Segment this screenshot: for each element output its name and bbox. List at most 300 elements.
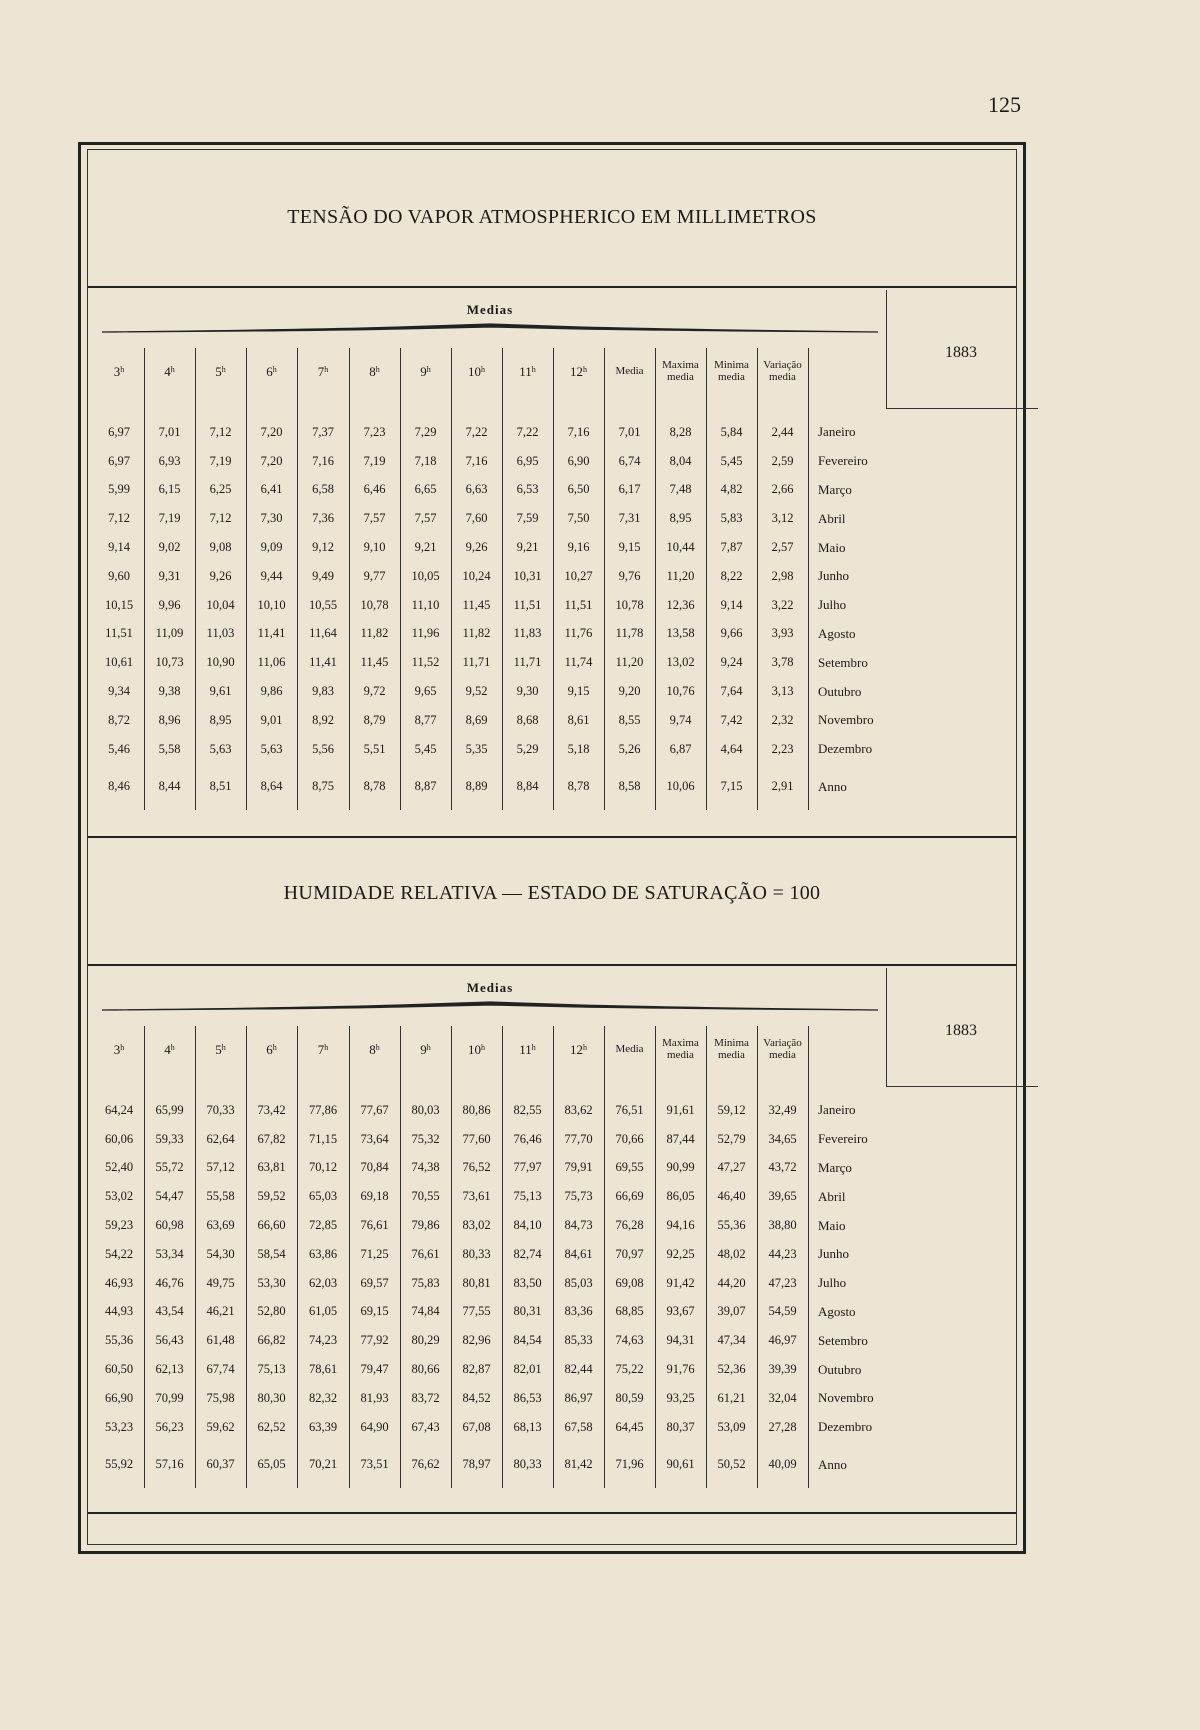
column-divider [604, 348, 605, 810]
value-cell: 62,13 [155, 1362, 184, 1377]
value-cell: 80,30 [257, 1390, 286, 1405]
value-cell: 9,21 [516, 540, 539, 555]
value-cell: 70,12 [308, 1160, 338, 1175]
month-label: Abril [818, 510, 846, 526]
relative-humidity-section [94, 968, 1010, 1472]
column-divider [297, 1026, 298, 1488]
value-cell: 53,23 [104, 1419, 134, 1434]
value-cell: 75,22 [615, 1362, 644, 1377]
column-divider [553, 1026, 554, 1488]
stat-header: Maxima media [662, 1037, 699, 1061]
value-cell: 6,87 [669, 741, 692, 756]
value-cell: 76,62 [411, 1457, 440, 1472]
value-cell: 77,92 [360, 1333, 389, 1348]
table-row [94, 1211, 958, 1240]
value-cell: 2,98 [771, 568, 794, 583]
value-cell: 11,41 [257, 626, 286, 641]
value-cell: 7,23 [363, 424, 386, 439]
value-cell: 54,47 [155, 1189, 184, 1204]
value-cell: 75,83 [411, 1275, 440, 1290]
value-cell: 3,22 [771, 597, 794, 612]
value-cell: 8,77 [414, 712, 437, 727]
page-number: 125 [988, 92, 1021, 117]
value-cell: 67,74 [206, 1362, 235, 1377]
value-cell: 10,04 [206, 597, 235, 612]
hour-header [400, 334, 451, 408]
hour-header [195, 334, 246, 408]
value-cell: 6,95 [516, 453, 539, 468]
month-label: Julho [818, 597, 847, 613]
vapor-table-title: TENSÃO DO VAPOR ATMOSPHERICO EM MILLIMETROS [287, 206, 817, 228]
value-cell: 7,12 [108, 511, 130, 526]
value-cell: 8,78 [363, 779, 386, 794]
value-cell: 69,57 [360, 1275, 389, 1290]
value-cell: 68,85 [615, 1304, 644, 1319]
value-cell: 4,64 [720, 741, 743, 756]
month-label: Junho [818, 568, 850, 584]
value-cell: 54,30 [206, 1246, 235, 1261]
value-cell: 5,84 [720, 424, 743, 439]
value-cell: 7,18 [414, 453, 437, 468]
value-cell: 81,42 [564, 1457, 593, 1472]
value-cell: 68,13 [513, 1419, 542, 1434]
hour-value: 9 [420, 364, 427, 379]
value-cell: 47,34 [717, 1333, 746, 1348]
value-cell: 5,99 [108, 482, 130, 497]
value-cell: 60,98 [155, 1218, 184, 1233]
year-label: 1883 [945, 344, 977, 361]
hour-suffix: h [221, 365, 226, 374]
month-label: Maio [818, 1217, 846, 1233]
hour-value: 11 [519, 1042, 532, 1057]
hour-suffix: h [170, 1043, 175, 1052]
hour-header [400, 1012, 451, 1086]
value-cell: 73,64 [360, 1131, 389, 1146]
hour-header [246, 334, 297, 408]
value-cell: 61,21 [717, 1390, 746, 1405]
title-separator-1 [88, 286, 1016, 288]
hour-header [94, 334, 144, 408]
value-cell: 8,72 [108, 712, 130, 727]
hour-header [94, 1012, 144, 1086]
column-divider [757, 1026, 758, 1488]
hour-value: 8 [369, 364, 376, 379]
header-row [94, 1012, 958, 1086]
value-cell: 65,99 [155, 1102, 184, 1117]
value-cell: 80,33 [513, 1457, 542, 1472]
value-cell: 11,20 [615, 655, 644, 670]
value-cell: 55,58 [206, 1189, 235, 1204]
value-cell: 9,74 [669, 712, 692, 727]
value-cell: 10,90 [206, 655, 235, 670]
table-row [94, 1154, 958, 1183]
value-cell: 11,51 [564, 597, 593, 612]
value-cell: 6,97 [108, 424, 130, 439]
value-cell: 11,78 [615, 626, 644, 641]
hour-suffix: h [375, 1043, 380, 1052]
month-label: Setembro [818, 654, 868, 670]
hour-suffix: h [170, 365, 175, 374]
hour-header [144, 1012, 195, 1086]
hour-value: 3 [113, 1042, 121, 1057]
hour-suffix: h [120, 365, 125, 374]
column-divider [655, 348, 656, 810]
value-cell: 46,93 [104, 1275, 134, 1290]
value-cell: 56,43 [155, 1333, 184, 1348]
value-cell: 12,36 [666, 597, 695, 612]
page-frame [78, 142, 1026, 1554]
hour-suffix: h [221, 1043, 226, 1052]
value-cell: 11,20 [666, 568, 695, 583]
value-cell: 52,79 [717, 1131, 746, 1146]
value-cell: 80,66 [411, 1362, 440, 1377]
value-cell: 9,72 [363, 684, 386, 699]
value-cell: 9,38 [158, 684, 181, 699]
value-cell: 7,12 [209, 424, 232, 439]
value-cell: 93,67 [666, 1304, 695, 1319]
value-cell: 67,43 [411, 1419, 440, 1434]
value-cell: 7,01 [158, 424, 181, 439]
value-cell: 59,62 [206, 1419, 235, 1434]
value-cell: 77,55 [462, 1304, 491, 1319]
value-cell: 71,15 [308, 1131, 338, 1146]
value-cell: 80,81 [462, 1275, 491, 1290]
value-cell: 6,50 [567, 482, 590, 497]
value-cell: 11,82 [462, 626, 491, 641]
value-cell: 9,77 [363, 568, 386, 583]
value-cell: 82,01 [513, 1362, 542, 1377]
section-separator [88, 836, 1016, 838]
value-cell: 10,44 [666, 540, 695, 555]
value-cell: 39,65 [768, 1189, 797, 1204]
value-cell: 77,86 [308, 1102, 338, 1117]
value-cell: 66,60 [257, 1218, 286, 1233]
value-cell: 46,97 [768, 1333, 797, 1348]
value-cell: 82,55 [513, 1102, 542, 1117]
value-cell: 6,15 [158, 482, 181, 497]
value-cell: 76,51 [615, 1102, 644, 1117]
value-cell: 7,16 [465, 453, 488, 468]
value-cell: 67,82 [257, 1131, 286, 1146]
stat-header: Variação media [763, 359, 802, 383]
value-cell: 7,01 [618, 424, 641, 439]
value-cell: 92,25 [666, 1246, 695, 1261]
value-cell: 7,31 [618, 511, 641, 526]
hour-header [195, 1012, 246, 1086]
hour-value: 7 [317, 364, 325, 379]
data-table [94, 1012, 958, 1488]
value-cell: 6,63 [465, 482, 488, 497]
value-cell: 79,91 [564, 1160, 593, 1175]
value-cell: 43,54 [155, 1304, 184, 1319]
value-cell: 11,76 [564, 626, 593, 641]
value-cell: 2,44 [771, 424, 794, 439]
value-cell: 8,84 [516, 779, 539, 794]
month-header [808, 334, 958, 408]
value-cell: 8,61 [567, 712, 590, 727]
value-cell: 32,49 [768, 1102, 797, 1117]
value-cell: 11,10 [411, 597, 440, 612]
month-label: Dezembro [818, 1419, 873, 1435]
bottom-rule [88, 1512, 1016, 1514]
value-cell: 6,93 [158, 453, 181, 468]
value-cell: 8,89 [465, 779, 488, 794]
value-cell: 2,23 [771, 741, 794, 756]
value-cell: 81,93 [360, 1390, 389, 1405]
value-cell: 8,55 [618, 712, 641, 727]
column-divider [400, 348, 401, 810]
table-row [94, 1096, 958, 1125]
value-cell: 9,66 [720, 626, 743, 641]
hour-value: 6 [266, 1042, 273, 1057]
value-cell: 6,53 [516, 482, 539, 497]
column-divider [604, 1026, 605, 1488]
value-cell: 10,55 [308, 597, 338, 612]
table-row [94, 706, 958, 735]
value-cell: 77,97 [513, 1160, 542, 1175]
value-cell: 82,44 [564, 1362, 593, 1377]
value-cell: 9,31 [158, 568, 181, 583]
value-cell: 69,08 [615, 1275, 644, 1290]
table-row [94, 504, 958, 533]
value-cell: 7,48 [669, 482, 692, 497]
value-cell: 67,58 [564, 1419, 593, 1434]
value-cell: 8,69 [465, 712, 488, 727]
hour-header [502, 334, 553, 408]
value-cell: 79,47 [360, 1362, 389, 1377]
hour-header [553, 334, 604, 408]
column-divider [502, 1026, 503, 1488]
value-cell: 7,22 [465, 424, 488, 439]
value-cell: 8,87 [414, 779, 437, 794]
table-row [94, 591, 958, 620]
stat-header: Media [615, 365, 644, 377]
value-cell: 76,61 [360, 1218, 389, 1233]
value-cell: 46,40 [717, 1189, 746, 1204]
month-label: Novembro [818, 1390, 874, 1406]
value-cell: 60,37 [206, 1457, 235, 1472]
value-cell: 7,30 [260, 511, 283, 526]
column-divider [706, 348, 707, 810]
stat-header: Minima media [714, 1037, 749, 1061]
value-cell: 9,26 [465, 540, 488, 555]
hour-header [297, 1012, 349, 1086]
value-cell: 9,02 [158, 540, 181, 555]
month-label: Anno [818, 1456, 847, 1472]
value-cell: 10,24 [462, 568, 491, 583]
hour-suffix: h [426, 365, 431, 374]
value-cell: 79,86 [411, 1218, 440, 1233]
value-cell: 8,28 [669, 424, 692, 439]
value-cell: 54,22 [104, 1246, 134, 1261]
spacer [94, 408, 958, 418]
value-cell: 71,96 [615, 1457, 644, 1472]
value-cell: 10,05 [411, 568, 440, 583]
value-cell: 7,22 [516, 424, 539, 439]
value-cell: 49,75 [206, 1275, 235, 1290]
value-cell: 9,24 [720, 655, 743, 670]
value-cell: 58,54 [257, 1246, 286, 1261]
value-cell: 11,82 [360, 626, 389, 641]
month-label: Agosto [818, 625, 856, 641]
value-cell: 83,36 [564, 1304, 593, 1319]
value-cell: 70,55 [411, 1189, 440, 1204]
value-cell: 9,30 [516, 684, 539, 699]
value-cell: 32,04 [768, 1390, 797, 1405]
value-cell: 6,74 [618, 453, 641, 468]
value-cell: 77,70 [564, 1131, 593, 1146]
value-cell: 3,12 [771, 511, 794, 526]
value-cell: 53,34 [155, 1246, 184, 1261]
value-cell: 9,16 [567, 540, 590, 555]
column-divider [553, 348, 554, 810]
value-cell: 5,83 [720, 511, 743, 526]
value-cell: 50,52 [717, 1457, 746, 1472]
value-cell: 43,72 [768, 1160, 797, 1175]
value-cell: 63,69 [206, 1218, 235, 1233]
value-cell: 10,15 [104, 597, 134, 612]
value-cell: 9,10 [363, 540, 386, 555]
value-cell: 67,08 [462, 1419, 491, 1434]
value-cell: 55,36 [104, 1333, 134, 1348]
value-cell: 10,06 [666, 779, 695, 794]
value-cell: 5,58 [158, 741, 181, 756]
value-cell: 70,33 [206, 1102, 235, 1117]
value-cell: 8,95 [669, 511, 692, 526]
hour-value: 8 [369, 1042, 376, 1057]
month-label: Janeiro [818, 424, 856, 440]
value-cell: 9,21 [414, 540, 437, 555]
value-cell: 78,97 [462, 1457, 491, 1472]
value-cell: 66,69 [615, 1189, 644, 1204]
hour-value: 9 [420, 1042, 427, 1057]
value-cell: 44,23 [768, 1246, 797, 1261]
month-label: Fevereiro [818, 1131, 868, 1147]
value-cell: 9,08 [209, 540, 232, 555]
value-cell: 53,02 [104, 1189, 134, 1204]
value-cell: 55,36 [717, 1218, 746, 1233]
value-cell: 62,03 [308, 1275, 338, 1290]
value-cell: 69,15 [360, 1304, 389, 1319]
value-cell: 80,59 [615, 1390, 644, 1405]
value-cell: 8,44 [158, 779, 181, 794]
value-cell: 80,29 [411, 1333, 440, 1348]
value-cell: 8,22 [720, 568, 743, 583]
medias-label: Medias [466, 980, 514, 995]
value-cell: 75,13 [257, 1362, 286, 1377]
hour-suffix: h [375, 365, 380, 374]
hour-header [502, 1012, 553, 1086]
value-cell: 64,24 [104, 1102, 134, 1117]
value-cell: 75,32 [411, 1131, 440, 1146]
value-cell: 6,41 [260, 482, 283, 497]
value-cell: 11,45 [462, 597, 491, 612]
value-cell: 10,10 [257, 597, 286, 612]
hour-value: 4 [164, 364, 171, 379]
value-cell: 8,51 [209, 779, 232, 794]
value-cell: 8,64 [260, 779, 283, 794]
value-cell: 83,50 [513, 1275, 542, 1290]
value-cell: 69,55 [615, 1160, 644, 1175]
value-cell: 9,96 [158, 597, 181, 612]
value-cell: 11,51 [105, 626, 133, 641]
value-cell: 47,23 [768, 1275, 797, 1290]
column-divider [195, 348, 196, 810]
value-cell: 9,83 [312, 684, 334, 699]
value-cell: 59,23 [104, 1218, 134, 1233]
value-cell: 94,31 [666, 1333, 695, 1348]
value-cell: 11,06 [257, 655, 286, 670]
value-cell: 40,09 [768, 1457, 797, 1472]
value-cell: 70,66 [615, 1131, 644, 1146]
column-divider [451, 348, 452, 810]
value-cell: 10,76 [666, 684, 695, 699]
value-cell: 9,76 [618, 568, 641, 583]
title-separator-2 [88, 964, 1016, 966]
value-cell: 9,52 [465, 684, 488, 699]
value-cell: 38,80 [768, 1218, 797, 1233]
value-cell: 53,30 [257, 1275, 286, 1290]
value-cell: 9,15 [618, 540, 641, 555]
value-cell: 9,26 [209, 568, 232, 583]
hour-suffix: h [531, 1043, 536, 1052]
value-cell: 27,28 [768, 1419, 797, 1434]
value-cell: 84,52 [462, 1390, 491, 1405]
value-cell: 10,31 [513, 568, 542, 583]
value-cell: 75,73 [564, 1189, 593, 1204]
value-cell: 83,62 [564, 1102, 593, 1117]
month-label: Abril [818, 1188, 846, 1204]
value-cell: 74,38 [411, 1160, 440, 1175]
value-cell: 73,61 [462, 1189, 491, 1204]
value-cell: 57,16 [155, 1457, 184, 1472]
value-cell: 10,73 [155, 655, 184, 670]
value-cell: 3,93 [771, 626, 794, 641]
month-label: Anno [818, 778, 847, 794]
value-cell: 46,76 [155, 1275, 184, 1290]
value-cell: 10,78 [360, 597, 389, 612]
value-cell: 9,65 [414, 684, 437, 699]
value-cell: 85,03 [564, 1275, 593, 1290]
value-cell: 2,66 [771, 482, 794, 497]
value-cell: 84,54 [513, 1333, 542, 1348]
value-cell: 6,65 [414, 482, 437, 497]
value-cell: 11,64 [309, 626, 337, 641]
value-cell: 74,23 [308, 1333, 338, 1348]
hour-value: 5 [215, 364, 222, 379]
value-cell: 3,13 [771, 684, 794, 699]
value-cell: 65,03 [308, 1189, 338, 1204]
month-label: Fevereiro [818, 453, 868, 469]
hour-suffix: h [531, 365, 536, 374]
value-cell: 6,97 [108, 453, 130, 468]
value-cell: 6,46 [363, 482, 386, 497]
hour-header [451, 334, 502, 408]
value-cell: 8,68 [516, 712, 539, 727]
value-cell: 70,99 [155, 1390, 184, 1405]
value-cell: 9,34 [108, 684, 130, 699]
stat-header: Variação media [763, 1037, 802, 1061]
value-cell: 85,33 [564, 1333, 593, 1348]
column-divider [706, 1026, 707, 1488]
value-cell: 70,84 [360, 1160, 389, 1175]
value-cell: 7,36 [312, 511, 334, 526]
value-cell: 9,60 [108, 568, 130, 583]
value-cell: 2,57 [771, 540, 794, 555]
value-cell: 61,48 [206, 1333, 235, 1348]
value-cell: 7,19 [363, 453, 386, 468]
value-cell: 34,65 [768, 1131, 797, 1146]
